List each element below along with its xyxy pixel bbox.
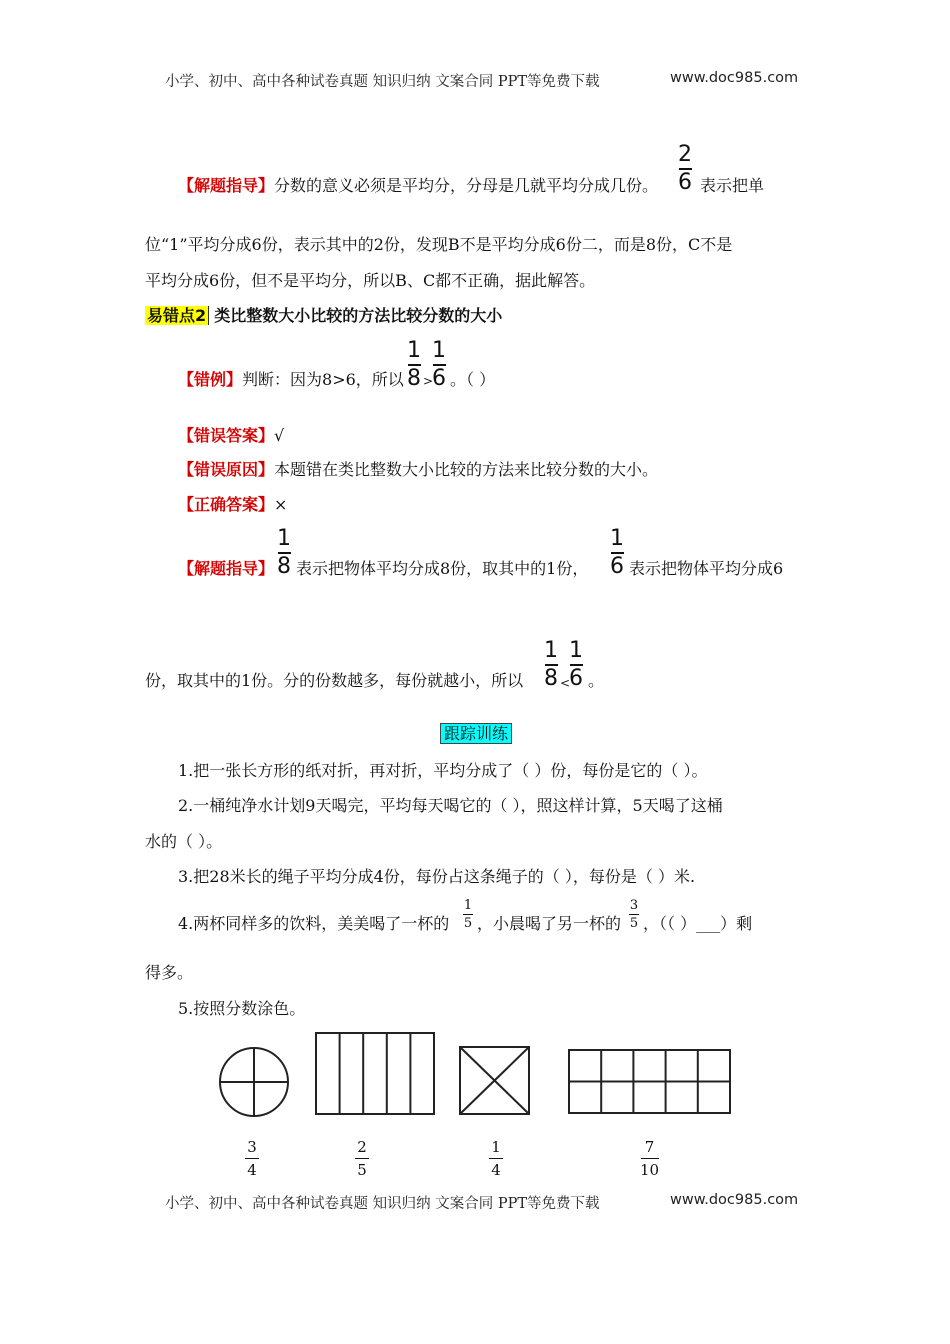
- error-point-title: 类比整数大小比较的方法比较分数的大小: [214, 306, 503, 325]
- question-2-line1: 2.一桶纯净水计划9天喝完，平均每天喝它的（ ），照这样计算，5天喝了这桶: [178, 796, 723, 815]
- grid-ten-cells[interactable]: [569, 1050, 730, 1113]
- shape-fraction-rectangle: [355, 1138, 369, 1179]
- guide2-label-text: 【解题指导】: [178, 559, 275, 578]
- fraction-denominator: 4: [491, 1161, 501, 1179]
- example-text-a: 判断：因为8>6，所以: [242, 370, 404, 389]
- guide1-line1: [178, 176, 658, 196]
- question-2-line2: 水的（ ）。: [145, 832, 223, 851]
- practice-heading: [440, 724, 512, 744]
- example-line: [178, 370, 404, 390]
- error-point-tag: 易错点2: [145, 306, 209, 325]
- guide2-line2-a: 份，取其中的1份。分的份数越多，每份就越小，所以: [145, 671, 524, 690]
- question-1: 1.把一张长方形的纸对折，再对折，平均分成了（ ）份，每份是它的（ ）。: [178, 761, 708, 780]
- question-5: 5.按照分数涂色。: [178, 999, 306, 1018]
- question-4-text-a: 4.两杯同样多的饮料，美美喝了一杯的: [178, 914, 450, 933]
- practice-heading-text: 跟踪训练: [440, 723, 512, 744]
- question-4-text-d: 得多。: [145, 963, 194, 982]
- fraction-bar: [463, 914, 473, 915]
- question-4-text-b: ，小晨喝了另一杯的: [477, 914, 622, 933]
- fraction-denominator: 5: [463, 916, 473, 931]
- question-4-fraction-1: [463, 898, 473, 931]
- fraction-bar: [629, 914, 639, 915]
- fraction-denominator: 6: [678, 169, 692, 195]
- guide2-fraction-3: [544, 639, 558, 691]
- wrong-answer-label: 【错误答案】: [178, 426, 275, 445]
- wrong-reason-label: 【错误原因】: [178, 460, 275, 479]
- footer-text: 小学、初中、高中各种试卷真题 知识归纳 文案合同 PPT等免费下载: [165, 1196, 600, 1212]
- fraction-denominator: 4: [247, 1161, 257, 1179]
- guide2-text-a: 表示把物体平均分成8份，取其中的1份，: [296, 559, 589, 578]
- fraction-numerator: 2: [357, 1138, 367, 1156]
- fraction-bar: [641, 1158, 659, 1159]
- shape-fraction-grid: [640, 1138, 659, 1179]
- guide2-text-b: 表示把物体平均分成6: [629, 559, 784, 578]
- guide2-fraction-4: [569, 639, 583, 691]
- guide1-text-a: 分数的意义必须是平均分，分母是几就平均分成几份。: [274, 176, 659, 195]
- guide2-fraction-1: [277, 527, 291, 579]
- fraction-bar: [489, 1158, 503, 1159]
- guide1-fraction: [678, 143, 692, 195]
- fraction-numerator: 1: [407, 338, 421, 363]
- coloring-shapes: [210, 1025, 750, 1125]
- shape-fraction-circle: [245, 1138, 259, 1179]
- square-diagonals[interactable]: [460, 1047, 529, 1114]
- fraction-denominator: 5: [629, 916, 639, 931]
- shape-fraction-square: [489, 1138, 503, 1179]
- fraction-bar: [355, 1158, 369, 1159]
- wrong-reason-text: 本题错在类比整数大小比较的方法来比较分数的大小。: [274, 460, 659, 479]
- example-op: >: [423, 374, 434, 388]
- fraction-numerator: 1: [569, 638, 583, 663]
- guide1-line3: 平均分成6份，但不是平均分，所以B、C都不正确，据此解答。: [145, 271, 596, 290]
- wrong-reason-line: [178, 460, 658, 480]
- circle-shape[interactable]: [220, 1048, 288, 1116]
- error-point-heading: [145, 306, 502, 326]
- guide2-line2-b: 。: [588, 671, 605, 690]
- fraction-denominator: 6: [569, 665, 583, 691]
- rectangle-five-strips[interactable]: [316, 1033, 434, 1114]
- fraction-numerator: 1: [432, 338, 446, 363]
- fraction-denominator: 6: [432, 365, 446, 391]
- guide2-label: [178, 559, 274, 579]
- fraction-numerator: 7: [644, 1138, 655, 1156]
- fraction-denominator: 8: [407, 365, 421, 391]
- fraction-denominator: 10: [640, 1161, 660, 1179]
- fraction-numerator: 1: [463, 898, 473, 913]
- guide1-line2: 位“1”平均分成6份，表示其中的2份，发现B不是平均分成6份二，而是8份，C不是: [145, 235, 733, 254]
- guide1-text-b: 表示把单: [700, 176, 765, 195]
- fraction-denominator: 5: [357, 1161, 367, 1179]
- question-4-text-c: ，（（ ）___）剩: [643, 914, 753, 933]
- wrong-answer-line: [178, 426, 284, 446]
- fraction-denominator: 6: [610, 553, 624, 579]
- guide1-label: 【解题指导】: [178, 176, 275, 195]
- correct-answer-text: ×: [274, 495, 288, 514]
- example-fraction-1: [407, 339, 421, 391]
- example-text-b: 。（ ）: [450, 370, 496, 389]
- correct-answer-label: 【正确答案】: [178, 495, 275, 514]
- guide2-op: <: [560, 676, 571, 690]
- fraction-numerator: 1: [277, 526, 291, 551]
- question-3: 3.把28米长的绳子平均分成4份，每份占这条绳子的（ ），每份是（ ）米.: [178, 867, 696, 886]
- fraction-numerator: 2: [678, 142, 692, 167]
- example-fraction-2: [432, 339, 446, 391]
- fraction-denominator: 8: [277, 553, 291, 579]
- fraction-numerator: 3: [629, 898, 639, 913]
- fraction-numerator: 1: [610, 526, 624, 551]
- fraction-bar: [245, 1158, 259, 1159]
- wrong-answer-text: √: [274, 426, 285, 445]
- example-label: 【错例】: [178, 370, 243, 389]
- fraction-numerator: 1: [491, 1138, 501, 1156]
- correct-answer-line: [178, 495, 287, 515]
- question-4-fraction-2: [629, 898, 639, 931]
- guide2-fraction-2: [610, 527, 624, 579]
- fraction-numerator: 1: [544, 638, 558, 663]
- header-text: 小学、初中、高中各种试卷真题 知识归纳 文案合同 PPT等免费下载: [165, 74, 600, 90]
- footer-url[interactable]: www.doc985.com: [670, 1192, 799, 1208]
- fraction-numerator: 3: [247, 1138, 257, 1156]
- header-url[interactable]: www.doc985.com: [670, 70, 799, 86]
- fraction-denominator: 8: [544, 665, 558, 691]
